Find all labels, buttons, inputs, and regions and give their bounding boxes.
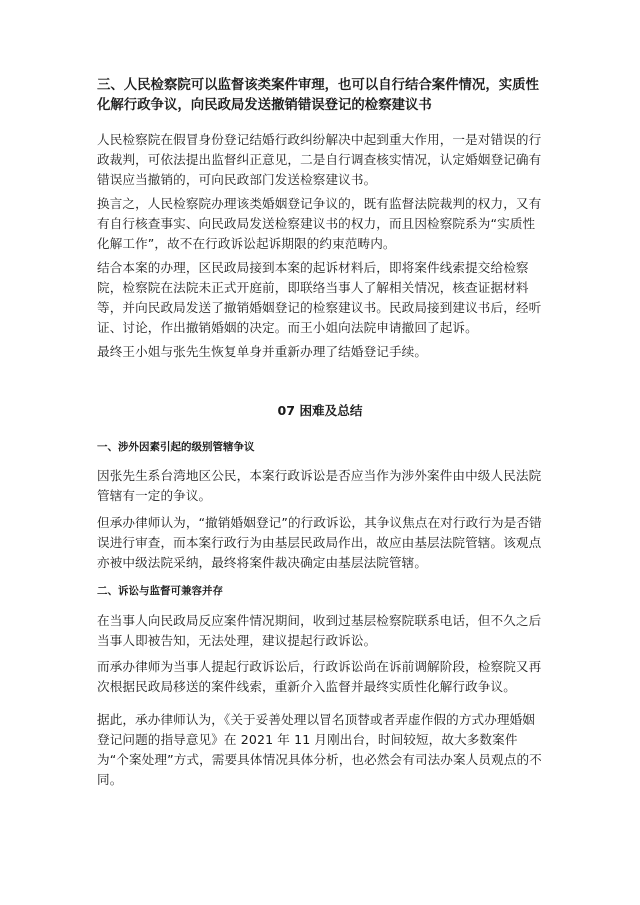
section07-sub1-heading: 一、涉外因素引起的级别管辖争议: [97, 441, 255, 453]
section3-paragraph-3: 结合本案的办理，区民政局接到本案的起诉材料后，即将案件线索提交给检察院，检察院在法院未正式开庭前，即联络当事人了解相关情况，核查证据材料等，并向民政局发送了撤销婚姻登记的检察建议书。民政局接到建议书后，经听证、讨论，作出撤销婚姻的决定。而王小姐向法院申请撤回了起诉。: [97, 260, 542, 335]
section07-sub1-paragraph-1: 因张先生系台湾地区公民，本案行政诉讼是否应当作为涉外案件由中级人民法院管辖有一定的争议。: [97, 468, 542, 503]
section07-sub2-paragraph-3: 据此，承办律师认为，《关于妥善处理以冒名顶替或者弄虚作假的方式办理婚姻登记问题的指导意见》在 2021 年 11 月刚出台，时间较短，故大多数案件为“个案处理”方式，需要具体情况具体分析，也必然会有司法办案人员观点的不同。: [97, 712, 542, 787]
section3-paragraph-1: 人民检察院在假冒身份登记结婚行政纠纷解决中起到重大作用，一是对错误的行政裁判，可依法提出监督纠正意见，二是自行调查核实情况，认定婚姻登记确有错误应当撤销的，可向民政部门发送检察建议书。: [97, 132, 542, 187]
section3-paragraph-2: 换言之，人民检察院办理该类婚姻登记争议的，既有监督法院裁判的权力，又有有自行核查事实、向民政局发送检察建议书的权力，而且因检察院系为“实质性化解工作”，故不在行政诉讼起诉期限的约束范畴内。: [97, 196, 542, 251]
section3-paragraph-4: 最终王小姐与张先生恢复单身并重新办理了结婚登记手续。: [97, 344, 428, 359]
section07-sub2-paragraph-2: 而承办律师为当事人提起行政诉讼后，行政诉讼尚在诉前调解阶段，检察院又再次根据民政局移送的案件线索，重新介入监督并最终实质性化解行政争议。: [97, 659, 542, 694]
section3-heading: 三、人民检察院可以监督该类案件审理，也可以自行结合案件情况，实质性化解行政争议，向民政局发送撤销错误登记的检察建议书: [97, 78, 539, 113]
section07-sub1-paragraph-2: 但承办律师认为，“撤销婚姻登记”的行政诉讼，其争议焦点在对行政行为是否错误进行审查，而本案行政行为由基层民政局作出，故应由基层法院管辖。该观点亦被中级法院采纳，最终将案件裁决确定由基层法院管辖。: [97, 515, 542, 570]
section07-sub2-paragraph-1: 在当事人向民政局反应案件情况期间，收到过基层检察院联系电话，但不久之后当事人即被告知，无法处理，建议提起行政诉讼。: [97, 613, 542, 648]
section07-sub2-heading: 二、诉讼与监督可兼容并存: [97, 585, 223, 597]
section07-title: 07 困难及总结: [277, 403, 363, 418]
